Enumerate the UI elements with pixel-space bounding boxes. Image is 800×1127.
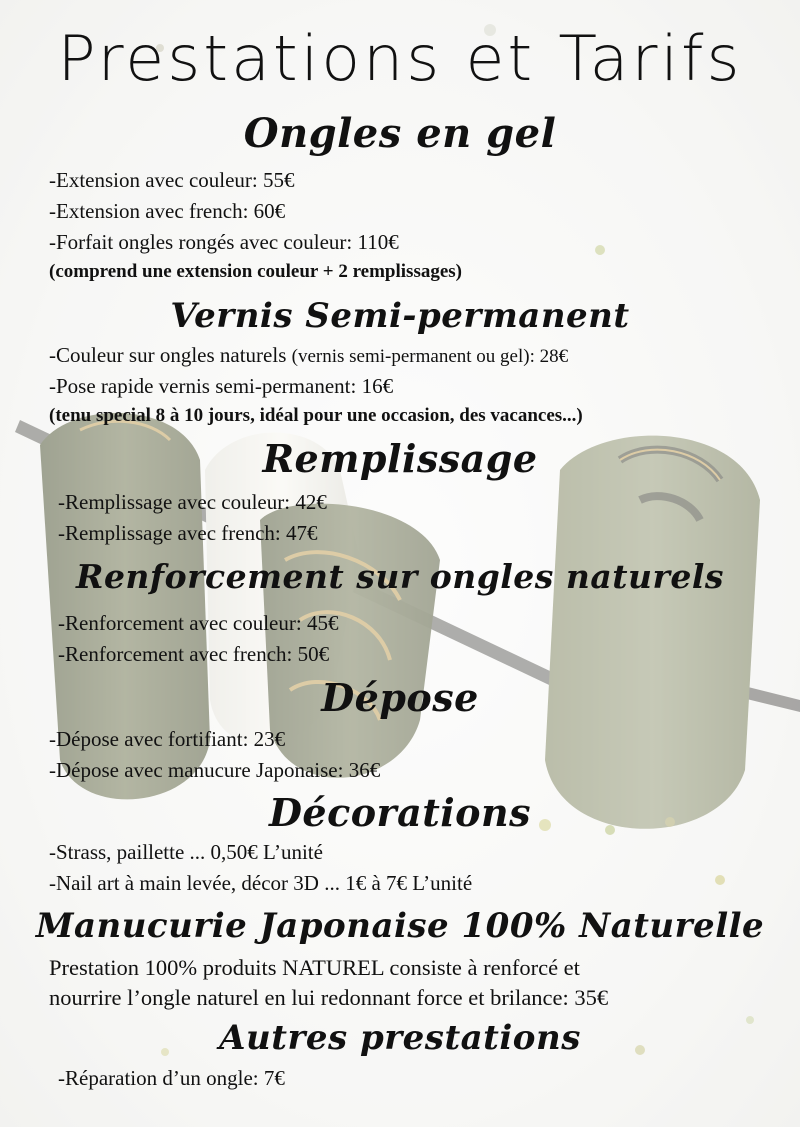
gel-item-3: -Forfait ongles rongés avec couleur: 110€ (49, 230, 399, 254)
depose-item-2: -Dépose avec manucure Japonaise: 36€ (49, 758, 381, 782)
manucurie-line-2: nourrire l’ongle naturel en lui redonnant force et brilance: 35€ (49, 985, 609, 1010)
vernis-item-1-label: -Couleur sur ongles naturels (49, 343, 287, 367)
remplissage-item-2: -Remplissage avec french: 47€ (58, 521, 318, 545)
renforcement-item-2: -Renforcement avec french: 50€ (58, 642, 330, 666)
section-title-gel: Ongles en gel (243, 110, 557, 157)
gel-item-1: -Extension avec couleur: 55€ (49, 168, 295, 192)
depose-item-1: -Dépose avec fortifiant: 23€ (49, 727, 286, 751)
vernis-note: (tenu special 8 à 10 jours, idéal pour une occasion, des vacances...) (49, 405, 583, 426)
page-title: Prestations et Tarifs (57, 22, 743, 95)
section-title-vernis: Vernis Semi-permanent (170, 296, 630, 336)
decorations-item-2: -Nail art à main levée, décor 3D ... 1€ à 7€ L’unité (49, 871, 473, 895)
section-title-remplissage: Remplissage (262, 436, 538, 481)
section-title-decorations: Décorations (268, 790, 532, 835)
vernis-item-2: -Pose rapide vernis semi-permanent: 16€ (49, 374, 394, 398)
section-title-manucurie: Manucurie Japonaise 100% Naturelle (35, 906, 765, 946)
section-title-renforcement: Renforcement sur ongles naturels (76, 557, 724, 596)
section-title-depose: Dépose (321, 675, 479, 720)
section-title-autres: Autres prestations (219, 1018, 581, 1058)
autres-item-1: -Réparation d’un ongle: 7€ (58, 1066, 285, 1090)
remplissage-item-1: -Remplissage avec couleur: 42€ (58, 490, 327, 514)
gel-item-2: -Extension avec french: 60€ (49, 199, 286, 223)
gel-note: (comprend une extension couleur + 2 remplissages) (49, 261, 462, 282)
renforcement-item-1: -Renforcement avec couleur: 45€ (58, 611, 339, 635)
manucurie-line-1: Prestation 100% produits NATUREL consiste à renforcé et (49, 955, 580, 980)
vernis-item-1 (49, 343, 568, 368)
decorations-item-1: -Strass, paillette ... 0,50€ L’unité (49, 840, 323, 864)
vernis-item-1-detail: (vernis semi-permanent ou gel): 28€ (291, 346, 569, 367)
